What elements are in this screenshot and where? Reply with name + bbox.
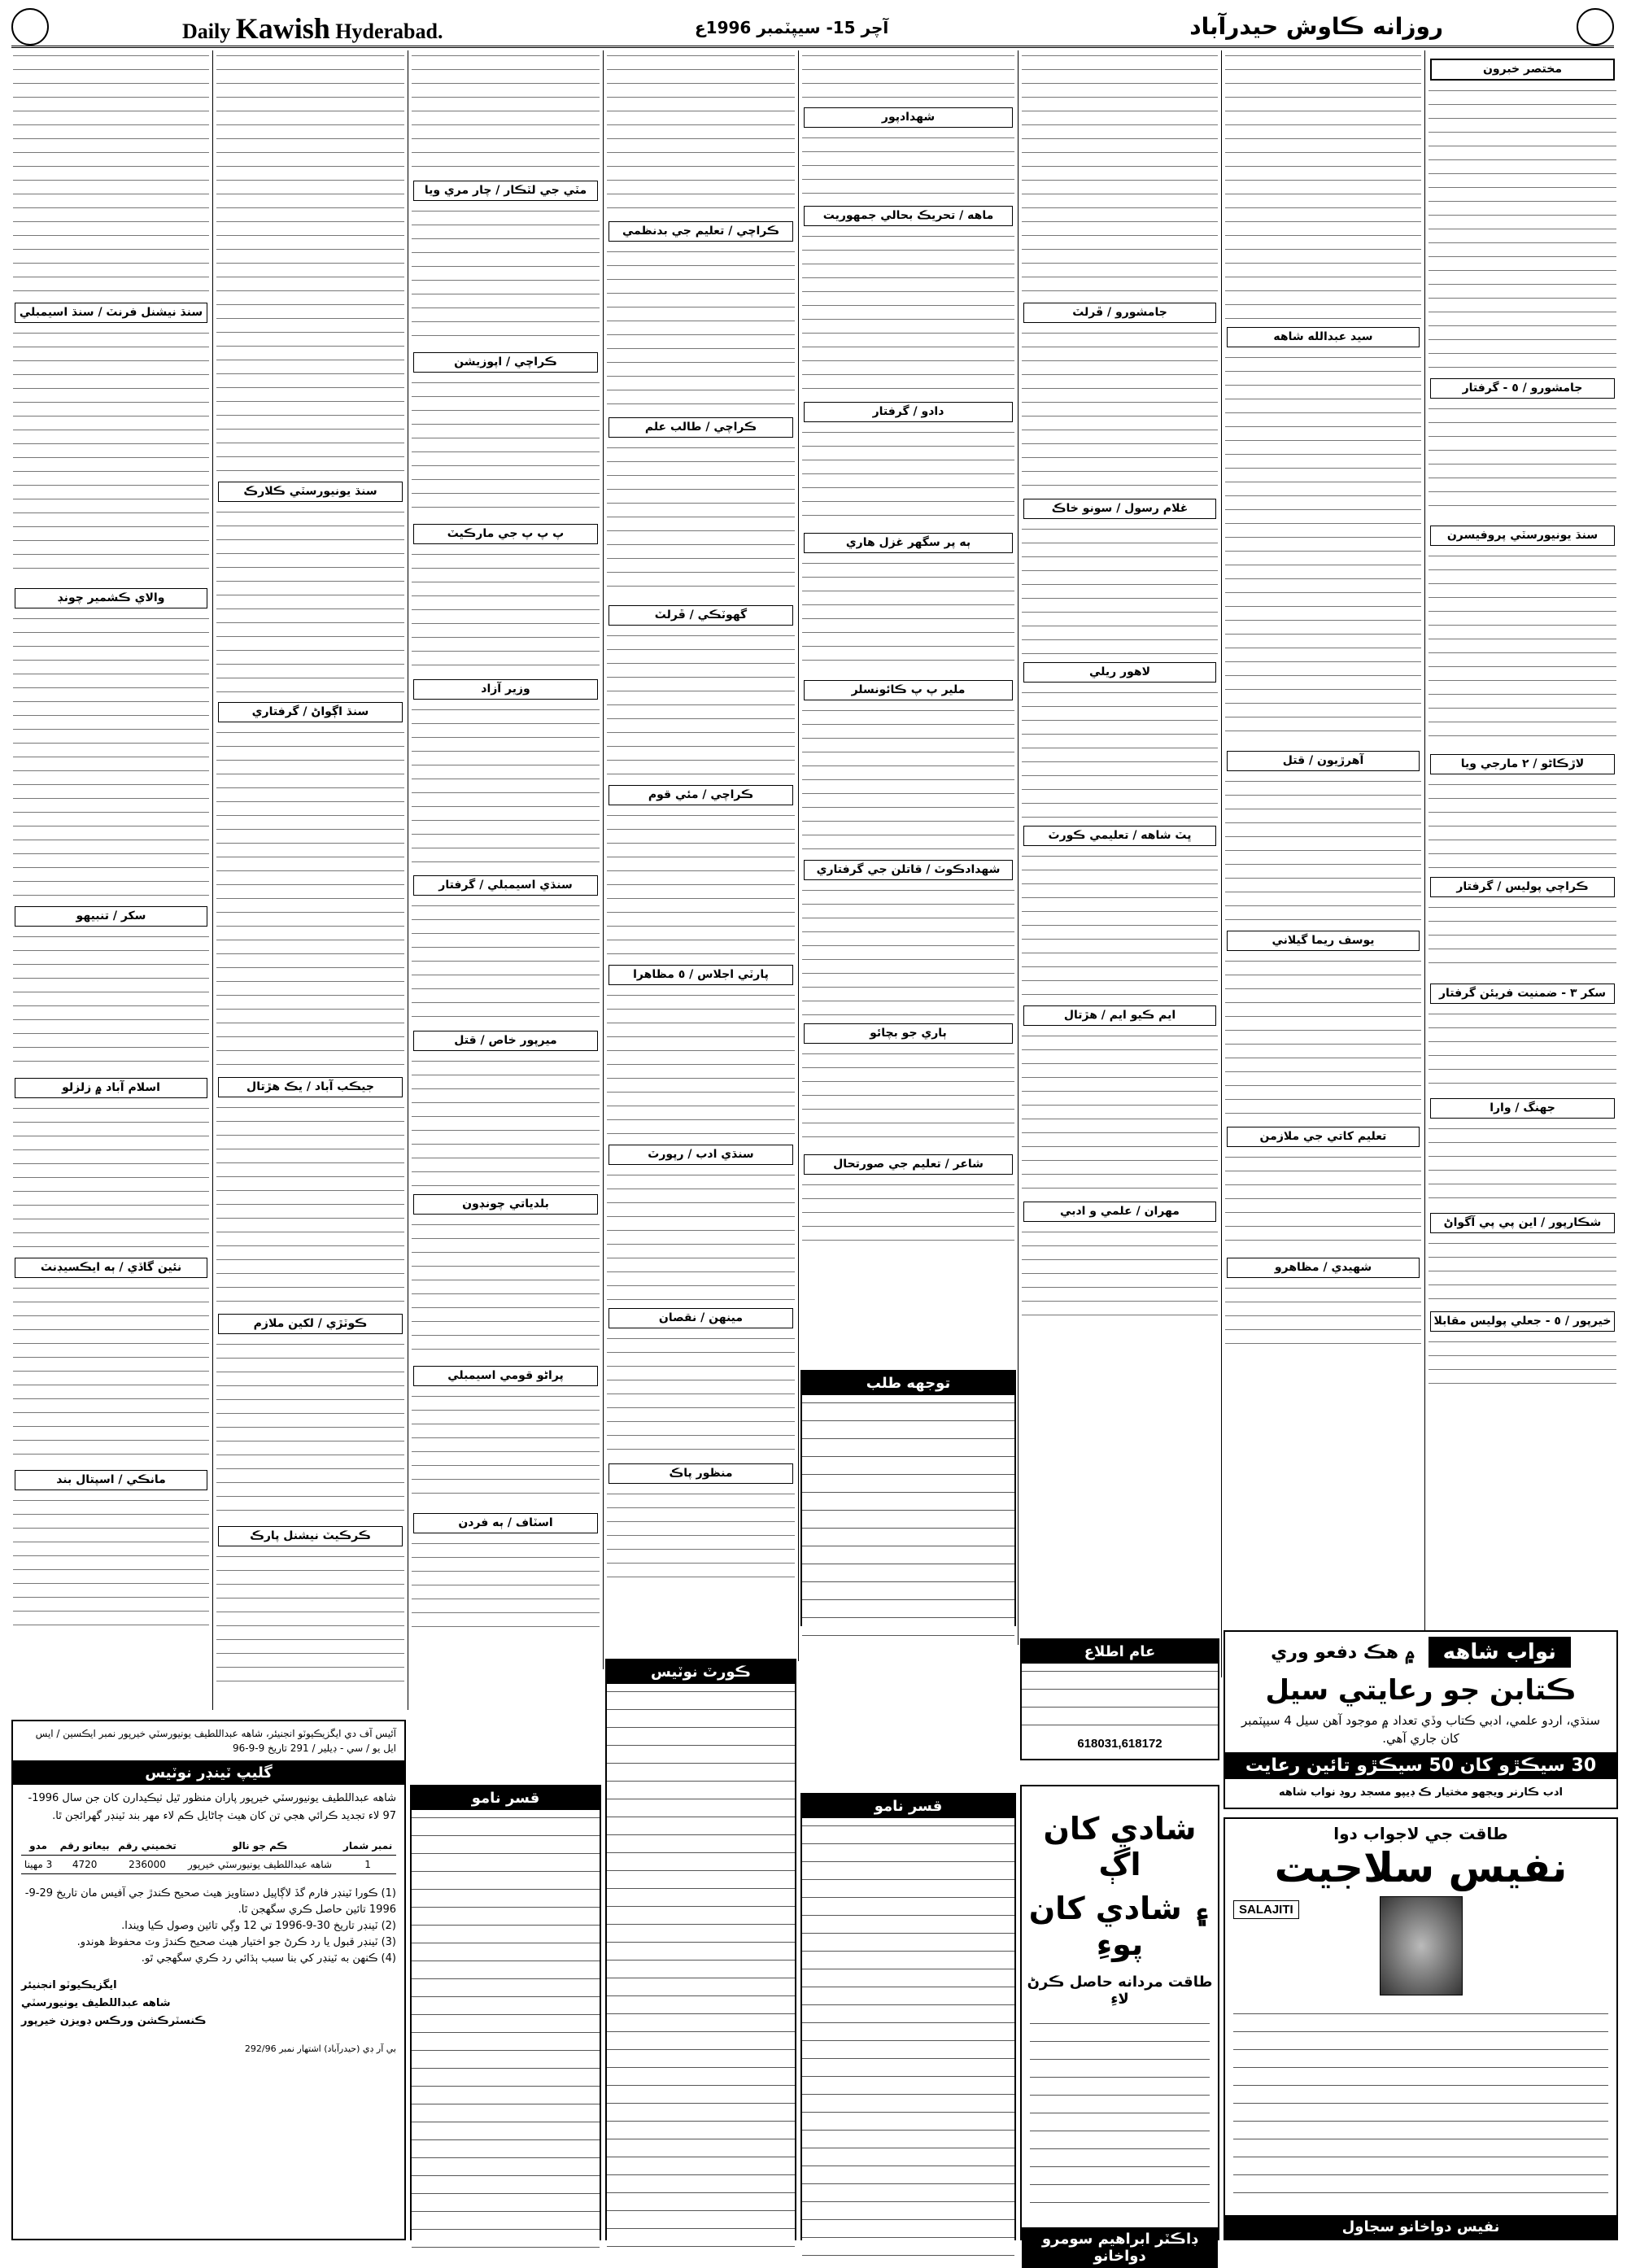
- masthead-title-sd: روزانه ڪاوش حيدرآباد: [1189, 13, 1443, 40]
- book-sale-footer: ادب ڪارنر ويجهو مختيار ڪ ڊيپو مسجد روڊ نواب شاهه: [1279, 1786, 1563, 1799]
- table-cell: شاهه عبداللطيف يونيورسٽي خيرپور: [181, 1856, 339, 1874]
- table-header-row: [21, 1837, 397, 1856]
- headline: سيد عبدالله شاهه: [1227, 327, 1420, 347]
- headline: ڪرڪيٽ نيشنل پارڪ: [218, 1526, 403, 1546]
- tender-title: گليپ ٽينڊر نوٽيس: [13, 1761, 404, 1785]
- masthead-city: Hyderabad.: [335, 20, 443, 43]
- signature-place: ڪنسٽرڪشن ورڪس ڊويزن خيرپور: [21, 2015, 207, 2027]
- headline: وزير آزاد: [413, 679, 598, 700]
- headline: ڪراچي / تعليم جي بدنظمي: [608, 221, 793, 242]
- tender-term: (1) ڪورا ٽينڊر فارم گڏ لاڳاپيل دستاويز هيٺ صحيح ڪندڙ جي آفيس مان تاريخ 29-9-1996 تائين حاصل ڪري سگهجن ٿا.: [24, 1887, 396, 1916]
- tender-footer-ref: بي آر ڊي (حيدرآباد) اشتهار نمبر 292/96: [244, 2043, 396, 2054]
- headline: سنڌ نيشنل فرنٽ / سنڌ اسيمبلي: [15, 303, 207, 323]
- masthead: [11, 8, 1614, 48]
- book-sale-body: سنڌي، اردو علمي، ادبي ڪتاب وڏي تعداد ۾ موجود آهن سيل 4 سيپٽمبر کان جاري آهي.: [1241, 1713, 1600, 1746]
- headline: ماهه / تحريڪ بحالي جمهوريت: [804, 206, 1013, 226]
- headline: ايم ڪيو ايم / هڙتال: [1023, 1005, 1216, 1026]
- shadi-ad: [1020, 1785, 1219, 2265]
- column-1: [1427, 50, 1618, 1328]
- headline: سنڌ يونيورسٽي ڪلارڪ: [218, 482, 403, 502]
- headline: ڪراچي پوليس / گرفتار: [1430, 877, 1615, 897]
- headline: مانڪي / اسپتال بند: [15, 1470, 207, 1490]
- column-5: [605, 50, 796, 1669]
- col-header: نمبر شمار: [339, 1837, 397, 1856]
- headline: لاڙڪاڻو / ٢ مارجي ويا: [1430, 754, 1615, 774]
- headline: ڪراچي / اپوزيشن: [413, 352, 598, 373]
- tender-ref: آئيس آف دي ايگزيڪيوٽو انجنيئر، شاهه عبداللطيف يونيورسٽي خيرپور نمبر ايڪسين / ايس ايل يو / سي - ڊيلير / 291 تاريخ 9-9-96: [13, 1721, 404, 1761]
- col-header: تخميني رقم: [114, 1837, 181, 1856]
- tender-table: [21, 1837, 397, 1874]
- signature-org: شاهه عبداللطيف يونيورسٽي: [21, 1997, 171, 2009]
- col-header: مدو: [21, 1837, 56, 1856]
- book-sale-city: نواب شاهه: [1429, 1637, 1571, 1668]
- headline: لاهور ريلي: [1023, 662, 1216, 683]
- headline: جامشورو / ڦرلٽ: [1023, 303, 1216, 323]
- headline: سنڌ اڳواڻ / گرفتاري: [218, 702, 403, 722]
- shadi-line1: شادي کان اڳ: [1043, 1811, 1197, 1882]
- headline: مينهن / نقصان: [608, 1308, 793, 1328]
- qasar-namo-ad: [410, 1785, 601, 2240]
- public-notice-ad: [1020, 1638, 1219, 1760]
- tender-term: (4) ڪنهن به ٽينڊر کي بنا سبب ٻڌائي رد ڪري سگهجي ٿو.: [141, 1952, 396, 1965]
- headline: پراڻو قومي اسيمبلي: [413, 1366, 598, 1386]
- ad-title: قسر نامو: [412, 1786, 600, 1810]
- headline: شهيدي / مظاهرو: [1227, 1258, 1420, 1278]
- headline: ملير پ پ ڪائونسلر: [804, 680, 1013, 700]
- masthead-prefix: Daily: [182, 20, 231, 43]
- qasar-namo-ad-2: [800, 1793, 1016, 2240]
- headline: بلدياتي چونڊون: [413, 1194, 598, 1215]
- headline: اسلام آباد ۾ زلزلو: [15, 1078, 207, 1098]
- ad-title: ڪورٽ نوٽيس: [607, 1660, 795, 1684]
- salajiti-name: نفيس سلاجيت: [1274, 1844, 1568, 1891]
- ad-title: قسر نامو: [802, 1795, 1014, 1818]
- tender-notice-ad: [11, 1720, 406, 2240]
- table-cell: 1: [339, 1856, 397, 1874]
- col-header: بيعانو رقم: [56, 1837, 114, 1856]
- headline: مٽي جي لٽڪار / چار مري ويا: [413, 181, 598, 201]
- headline: شاعر / تعليم جي صورتحال: [804, 1154, 1013, 1175]
- table-cell: 3 مهينا: [21, 1856, 56, 1874]
- attention-notice-ad: [800, 1370, 1016, 1626]
- tender-terms: [13, 1881, 404, 1972]
- headline: جهنگ / وارا: [1430, 1098, 1615, 1119]
- masthead-main: Kawish: [235, 12, 330, 45]
- salajiti-footer: نفيس دواخانو سجاول: [1225, 2215, 1616, 2239]
- headline: ٻه پر سگهر غزل هاري: [804, 533, 1013, 553]
- headline: سنڌي ادب / رپورٽ: [608, 1145, 793, 1165]
- headline: خيرپور / ٥ - جعلي پوليس مقابلا: [1430, 1311, 1615, 1332]
- book-sale-headline: ڪتابن جو رعايتي سيل: [1265, 1674, 1577, 1707]
- signature-title: ايگزيڪيوٽو انجنيئر: [21, 1979, 117, 1991]
- headline: مختصر خبرون: [1430, 59, 1615, 81]
- salajiti-ad: [1224, 1817, 1618, 2240]
- table-row: [21, 1856, 397, 1874]
- headline: سکر / تنبيهو: [15, 906, 207, 927]
- newspaper-page: [3, 3, 1622, 2265]
- phone-number: 618031,618172: [1077, 1737, 1162, 1751]
- headline: گهوٽڪي / ڦرلٽ: [608, 605, 793, 626]
- headline: اسٽاف / ٻه فردن: [413, 1513, 598, 1533]
- tender-term: (2) ٽينڊر تاريخ 30-9-1996 تي 12 وڳي تائين وصول ڪيا ويندا.: [121, 1920, 396, 1932]
- shadi-line3: طاقت مردانه حاصل ڪرڻ لاءِ: [1027, 1974, 1213, 2008]
- headline: ڪراچي / مئي قوم: [608, 785, 793, 805]
- headline: والاي ڪشمير چونڊ: [15, 588, 207, 608]
- headline: پ پ پ جي مارڪيٽ: [413, 524, 598, 544]
- headline: منظور پاڪ: [608, 1463, 793, 1484]
- tender-term: (3) ٽينڊر قبول يا رد ڪرڻ جو اختيار هيٺ صحيح ڪندڙ وٽ محفوظ هوندو.: [76, 1936, 396, 1948]
- headline: سنڌ يونيورسٽي پروفيسرن: [1430, 526, 1615, 546]
- book-sale-subtitle: ۾ هڪ دفعو وري: [1271, 1642, 1415, 1663]
- headline: ميرپور خاص / قتل: [413, 1031, 598, 1051]
- headline: جيڪب آباد / يڪ هڙتال: [218, 1077, 403, 1097]
- table-cell: 4720: [56, 1856, 114, 1874]
- headline: مهران / علمي و ادبي: [1023, 1202, 1216, 1222]
- headline: پارٽي اجلاس / ٥ مظاهرا: [608, 965, 793, 985]
- headline: تعليم کاتي جي ملازمن: [1227, 1127, 1420, 1147]
- headline: شهدادڪوٽ / قاتلن جي گرفتاري: [804, 860, 1013, 880]
- masthead-emblem-right: [1577, 8, 1614, 46]
- salajiti-brand: SALAJITI: [1233, 1900, 1299, 1919]
- masthead-emblem-left: [11, 8, 49, 46]
- column-2: [1224, 50, 1423, 1303]
- headline: سنڌي اسيمبلي / گرفتار: [413, 875, 598, 896]
- tender-signature: [13, 1972, 404, 2035]
- table-cell: 236000: [114, 1856, 181, 1874]
- column-7: [215, 50, 406, 1710]
- ad-title: توجهه طلب: [802, 1372, 1014, 1395]
- masthead-date: آچر 15- سيپٽمبر 1996ع: [695, 18, 889, 37]
- salajiti-tagline: طاقت جي لاجواب دوا: [1333, 1824, 1508, 1843]
- headline: نئين گاڏي / ٻه ايڪسيڊنٽ: [15, 1258, 207, 1278]
- headline: شڪارپور / اين پي پي آگواڻ: [1430, 1213, 1615, 1233]
- column-6: [410, 50, 601, 1710]
- headline: ڪراچي / طالب علم: [608, 417, 793, 438]
- headline: جامشورو / ٥ - گرفتار: [1430, 378, 1615, 399]
- masthead-title-en: [182, 11, 443, 46]
- column-3: [1020, 50, 1219, 1303]
- book-sale-ad: [1224, 1630, 1618, 1809]
- ad-title: عام اطلاع: [1022, 1640, 1218, 1664]
- column-4: [800, 50, 1016, 1368]
- column-8: [11, 50, 211, 1710]
- shadi-line2: ۽ شادي کان پوءِ: [1028, 1891, 1211, 1962]
- headline: غلام رسول / سونو خاڪ: [1023, 499, 1216, 519]
- headline: ٻاري جو بچائو: [804, 1023, 1013, 1044]
- headline: ڀٽ شاهه / تعليمي ڪورٽ: [1023, 826, 1216, 846]
- court-notice-ad: [605, 1659, 796, 2240]
- headline: دادو / گرفتار: [804, 402, 1013, 422]
- shadi-footer: ڊاڪٽر ابراهيم سومرو دواخانو: [1022, 2227, 1218, 2268]
- headline: شهدادپور: [804, 107, 1013, 128]
- tender-intro: شاهه عبداللطيف يونيورسٽي خيرپور پاران منظور ٿيل ٺيڪيدارن کان جن سال 1996-97 لاء تجديد ڪرائي هجي تن کان هيٺ ڄاڻايل ڪم لاء مهر بند ٽينڊر گهرائجن ٿا.: [28, 1792, 396, 1822]
- bodybuilder-photo: [1380, 1896, 1463, 1995]
- book-sale-discount: 30 سيڪڙو کان 50 سيڪڙو تائين رعايت: [1225, 1752, 1616, 1779]
- headline: ڪوٽڙي / لکين ملازم: [218, 1314, 403, 1334]
- headline: سکر ٣ - ضمنيت فريئن گرفتار: [1430, 984, 1615, 1004]
- headline: آهرڙيون / قتل: [1227, 751, 1420, 771]
- headline: يوسف ريما گيلاني: [1227, 931, 1420, 951]
- col-header: ڪم جو نالو: [181, 1837, 339, 1856]
